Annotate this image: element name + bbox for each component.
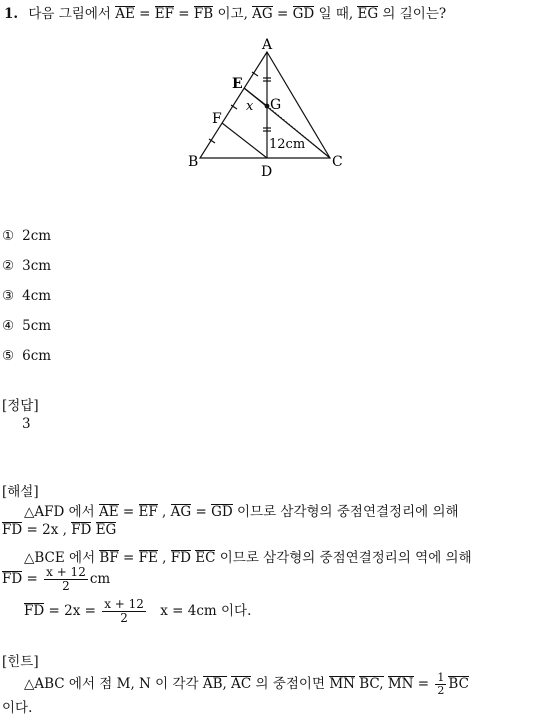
label-d: D xyxy=(261,164,273,180)
question-line xyxy=(4,2,446,22)
choice-text: 3cm xyxy=(22,258,52,274)
label-x: x xyxy=(246,99,254,114)
text: △AFD 에서 xyxy=(24,504,95,520)
question-mid: 이고, xyxy=(217,6,248,22)
label-b: B xyxy=(188,154,199,170)
choice-mark: ④ xyxy=(2,318,15,334)
text: x = 4cm 이다. xyxy=(160,603,252,620)
segment-fd: FD xyxy=(2,522,23,538)
segment-ag: AG xyxy=(252,6,273,22)
choice-mark: ③ xyxy=(2,288,15,304)
label-f: F xyxy=(212,111,222,127)
explanation-line-1 xyxy=(24,500,459,520)
question-number: 1. xyxy=(4,6,19,22)
segment-gd: GD xyxy=(211,504,233,520)
text: = 2x , xyxy=(26,522,67,538)
choice-text: 2cm xyxy=(22,228,52,244)
choice-text: 4cm xyxy=(22,288,52,304)
explanation-line-2 xyxy=(2,522,116,538)
segment-fd: FD xyxy=(170,550,191,566)
fraction-half xyxy=(435,672,446,697)
explanation-line-5 xyxy=(24,598,251,625)
segment-bf: BF xyxy=(99,550,119,566)
segment-fd-line xyxy=(222,123,267,158)
segment-ef: EF xyxy=(138,504,158,520)
segment-ab: AB, xyxy=(202,676,227,693)
choice-5[interactable] xyxy=(2,348,51,364)
label-12cm: 12cm xyxy=(269,137,306,152)
comma: , xyxy=(162,504,167,520)
equals-sign: = xyxy=(26,571,38,588)
question-suffix: 일 때, xyxy=(318,6,354,22)
answer-label: [정답] xyxy=(2,398,39,414)
choice-mark: ⑤ xyxy=(2,348,15,364)
text: △ABC 에서 점 M, N 이 각각 xyxy=(24,676,199,693)
denominator: 2 xyxy=(120,611,128,626)
explanation-line-3 xyxy=(24,546,472,566)
label-e: E xyxy=(232,76,243,92)
segment-mn: MN xyxy=(329,676,355,693)
segment-fd: FD xyxy=(2,571,23,588)
segment-ae: AE xyxy=(99,504,119,520)
equals-sign: = xyxy=(277,6,289,22)
numerator: x + 12 xyxy=(46,565,86,579)
choice-1[interactable] xyxy=(2,228,51,244)
choice-4[interactable] xyxy=(2,318,51,334)
segment-mn: MN xyxy=(387,676,414,693)
segment-bc: BC xyxy=(448,676,469,693)
comma: , xyxy=(162,550,167,566)
fraction xyxy=(44,566,88,593)
equals-sign: = xyxy=(178,6,190,22)
choice-mark: ① xyxy=(2,228,15,244)
segment-ef: EF xyxy=(154,6,174,22)
segment-fd: FD xyxy=(24,603,45,620)
segment-bc: BC, xyxy=(359,676,384,693)
hint-line-2: 이다. xyxy=(2,700,33,716)
unit: cm xyxy=(89,571,111,588)
segment-eg: EG xyxy=(95,522,117,538)
question-text-pre: 다음 그림에서 xyxy=(28,6,111,22)
hint-label: [힌트] xyxy=(2,654,39,670)
equals-sign: = xyxy=(195,504,207,520)
text: = 2x = xyxy=(48,603,96,620)
explanation-line-4 xyxy=(2,566,110,593)
equals-sign: = xyxy=(139,6,151,22)
explanation-label: [해설] xyxy=(2,484,39,500)
equals-sign: = xyxy=(417,676,430,693)
segment-fe: FE xyxy=(138,550,158,566)
segment-ec: EC xyxy=(195,550,216,566)
denominator: 2 xyxy=(437,684,445,698)
label-g: G xyxy=(270,97,282,113)
label-a: A xyxy=(262,37,273,53)
numerator: x + 12 xyxy=(104,597,144,611)
denominator: 2 xyxy=(62,579,70,594)
answer-value: 3 xyxy=(22,416,31,432)
choice-2[interactable] xyxy=(2,258,51,274)
question-end: 의 길이는? xyxy=(382,6,447,22)
segment-ag: AG xyxy=(170,504,192,520)
triangle-figure xyxy=(180,32,355,182)
choice-mark: ② xyxy=(2,258,15,274)
segment-gd: GD xyxy=(292,6,315,22)
equals-sign: = xyxy=(123,550,135,566)
label-c: C xyxy=(332,154,343,170)
numerator: 1 xyxy=(437,671,445,684)
segment-fb: FB xyxy=(193,6,214,22)
text: 이므로 삼각형의 중점연결정리에 의해 xyxy=(237,504,459,520)
segment-fd: FD xyxy=(71,522,92,538)
text: 이므로 삼각형의 중점연결정리의 역에 의해 xyxy=(219,550,472,566)
text: 의 중점이면 xyxy=(255,676,326,693)
segment-eg: EG xyxy=(357,6,379,22)
equals-sign: = xyxy=(122,504,135,520)
point-g-dot xyxy=(265,104,270,109)
hint-line-1 xyxy=(24,672,469,697)
segment-ae: AE xyxy=(115,6,135,22)
text: △BCE 에서 xyxy=(24,550,96,566)
choice-text: 6cm xyxy=(22,348,52,364)
segment-ac: AC xyxy=(231,676,252,693)
choice-text: 5cm xyxy=(22,318,52,334)
fraction xyxy=(102,598,146,625)
choice-3[interactable] xyxy=(2,288,51,304)
